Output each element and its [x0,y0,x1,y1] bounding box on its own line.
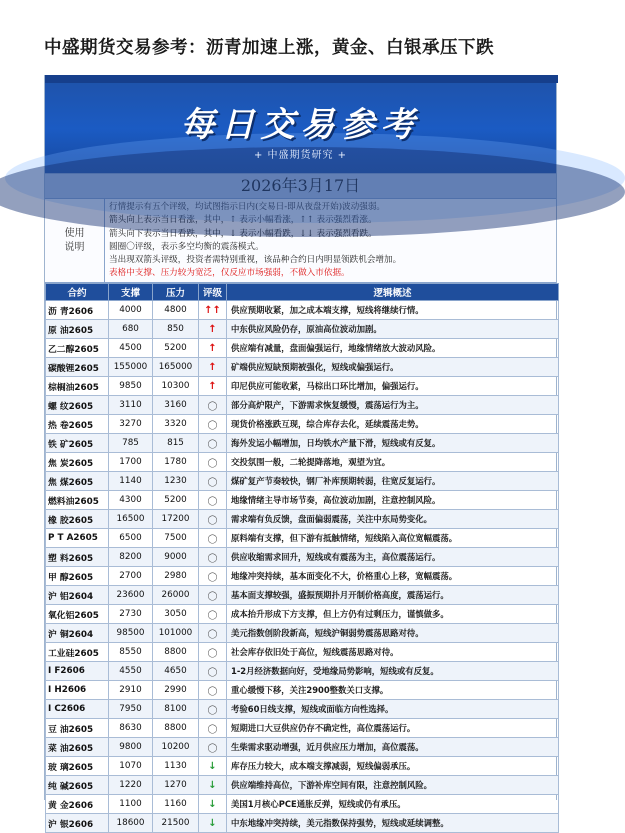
support-cell: 18600 [109,814,153,833]
rating-cell: 〇 [199,396,227,415]
support-cell: 3110 [109,396,153,415]
resistance-cell: 5200 [153,491,199,510]
logic-cell: 社会库存依旧处于高位，短线震荡思路对待。 [227,643,559,662]
contract-cell: 橡 胶2605 [46,510,109,529]
logic-cell: 美国1月核心PCE通胀反弹，短线或仍有承压。 [227,795,559,814]
resistance-cell: 165000 [153,358,199,377]
contract-cell: 甲 醇2605 [46,567,109,586]
resistance-cell: 10300 [153,377,199,396]
contract-cell: 菜 油2605 [46,738,109,757]
table-row [46,757,559,776]
rating-cell: 〇 [199,434,227,453]
resistance-cell: 3160 [153,396,199,415]
resistance-cell: 850 [153,320,199,339]
table-row [46,700,559,719]
support-cell: 1070 [109,757,153,776]
logic-cell: 短期进口大豆供应仍存不确定性，高位震荡运行。 [227,719,559,738]
support-cell: 4300 [109,491,153,510]
resistance-cell: 8100 [153,700,199,719]
resistance-cell: 8800 [153,643,199,662]
rating-cell: 〇 [199,415,227,434]
logic-cell: 供应端维持高位，下游补库空间有限，注意控制风险。 [227,776,559,795]
header-resistance: 压力 [153,284,199,301]
support-cell: 785 [109,434,153,453]
contract-cell: 塑 料2605 [46,548,109,567]
logic-cell: 印尼供应可能收紧，马棕出口环比增加，偏强运行。 [227,377,559,396]
rating-cell: 〇 [199,567,227,586]
report-date: 2026年3月17日 [45,173,556,199]
resistance-cell: 3050 [153,605,199,624]
logic-cell: 中东供应风险仍存，原油高位波动加剧。 [227,320,559,339]
contract-cell: 棕榈油2605 [46,377,109,396]
resistance-cell: 26000 [153,586,199,605]
support-cell: 8550 [109,643,153,662]
rating-cell: ↑↑ [199,301,227,320]
support-cell: 98500 [109,624,153,643]
resistance-cell: 1130 [153,757,199,776]
trading-reference-sheet [44,75,557,830]
rating-cell: ↓ [199,814,227,833]
rating-cell: ↑ [199,358,227,377]
contract-cell: 铁 矿2605 [46,434,109,453]
banner-subtitle: + 中盛期货研究 + [253,150,348,161]
support-cell: 6500 [109,529,153,548]
resistance-cell: 5200 [153,339,199,358]
usage-line: 当出现双箭头评级，投资者需特别重视，该品种合约日内明显领跌机会增加。 [109,255,402,266]
table-row [46,605,559,624]
table-row [46,377,559,396]
resistance-cell: 1230 [153,472,199,491]
table-row [46,415,559,434]
support-cell: 1140 [109,472,153,491]
rating-cell: 〇 [199,738,227,757]
table-row [46,301,559,320]
resistance-cell: 3320 [153,415,199,434]
header-contract: 合约 [46,284,109,301]
usage-line: 行情提示有五个评级，均试图指示日内(交易日-即从夜盘开始)波动强弱。 [109,202,386,212]
contract-cell: 碳酸锂2605 [46,358,109,377]
table-row [46,358,559,377]
table-row [46,795,559,814]
rating-cell: 〇 [199,548,227,567]
table-row [46,567,559,586]
contract-cell: 乙二醇2605 [46,339,109,358]
table-row [46,320,559,339]
contract-cell: I C2606 [46,700,109,719]
logic-cell: 地缘冲突持续，基本面变化不大，价格重心上移，宽幅震荡。 [227,567,559,586]
support-cell: 23600 [109,586,153,605]
table-row [46,491,559,510]
table-row [46,643,559,662]
header-support: 支撑 [109,284,153,301]
logic-cell: 成本抬升形成下方支撑，但上方仍有过剩压力，谨慎做多。 [227,605,559,624]
resistance-cell: 1160 [153,795,199,814]
logic-cell: 需求端有负反馈，盘面偏弱震荡，关注中东局势变化。 [227,510,559,529]
table-row [46,662,559,681]
support-cell: 4000 [109,301,153,320]
contract-cell: P T A2605 [46,529,109,548]
contract-cell: 热 卷2605 [46,415,109,434]
logic-cell: 1-2月经济数据向好，受地缘局势影响，短线或有反复。 [227,662,559,681]
support-cell: 9800 [109,738,153,757]
resistance-cell: 2990 [153,681,199,700]
logic-cell: 美元指数创阶段新高，短线沪铜弱势震荡思路对待。 [227,624,559,643]
contract-cell: 螺 纹2605 [46,396,109,415]
contract-cell: 玻 璃2605 [46,757,109,776]
logic-cell: 库存压力较大，成本端支撑减弱，短线偏弱承压。 [227,757,559,776]
logic-cell: 基本面支撑较强，盛振预期扑月开制价格高度，震荡运行。 [227,586,559,605]
logic-cell: 交投氛围一般，二轮提降落地，观望为宜。 [227,453,559,472]
rating-cell: 〇 [199,719,227,738]
contract-cell: 沥 青2606 [46,301,109,320]
resistance-cell: 1780 [153,453,199,472]
logic-cell: 原料端有支撑，但下游有抵触情绪，短线陷入高位宽幅震荡。 [227,529,559,548]
table-row [46,529,559,548]
logic-cell: 供应收缩需求回升，短线或有震荡为主，高位震荡运行。 [227,548,559,567]
contract-cell: 沪 铝2604 [46,586,109,605]
table-row [46,681,559,700]
support-cell: 4550 [109,662,153,681]
rating-cell: 〇 [199,586,227,605]
table-row [46,453,559,472]
resistance-cell: 10200 [153,738,199,757]
resistance-cell: 1270 [153,776,199,795]
support-cell: 7950 [109,700,153,719]
table-row [46,814,559,833]
contract-cell: 原 油2605 [46,320,109,339]
support-cell: 16500 [109,510,153,529]
rating-cell: 〇 [199,491,227,510]
rating-cell: ↓ [199,795,227,814]
support-cell: 8200 [109,548,153,567]
contract-cell: 氧化铝2605 [46,605,109,624]
table-header-row [46,284,559,301]
resistance-cell: 17200 [153,510,199,529]
banner [45,75,556,173]
table-row [46,548,559,567]
quote-table [45,283,559,833]
resistance-cell: 4650 [153,662,199,681]
rating-cell: 〇 [199,700,227,719]
header-logic: 逻辑概述 [227,284,559,301]
logic-cell: 供应端有减量，盘面偏强运行，地缘情绪放大波动风险。 [227,339,559,358]
usage-line: 圆圈〇评级，表示多空均衡的震荡模式。 [109,241,264,252]
contract-cell: 黄 金2606 [46,795,109,814]
logic-cell: 地缘情绪主导市场节奏，高位波动加剧，注意控制风险。 [227,491,559,510]
contract-cell: 豆 油2605 [46,719,109,738]
table-row [46,396,559,415]
support-cell: 4500 [109,339,153,358]
resistance-cell: 7500 [153,529,199,548]
rating-cell: ↑ [199,320,227,339]
support-cell: 2910 [109,681,153,700]
contract-cell: 沪 银2606 [46,814,109,833]
table-row [46,434,559,453]
logic-cell: 生柴需求驱动增强，近月供应压力增加，高位震荡。 [227,738,559,757]
support-cell: 9850 [109,377,153,396]
contract-cell: 燃料油2605 [46,491,109,510]
table-row [46,738,559,757]
logic-cell: 重心缓慢下移，关注2900整数关口支撑。 [227,681,559,700]
logic-cell: 供应预期收紧，加之成本端支撑，短线将继续行情。 [227,301,559,320]
support-cell: 680 [109,320,153,339]
rating-cell: 〇 [199,605,227,624]
banner-title: 每日交易参考 [180,105,421,145]
resistance-cell: 101000 [153,624,199,643]
support-cell: 8630 [109,719,153,738]
support-cell: 1100 [109,795,153,814]
usage-line: 箭头向上表示当日看涨，其中，↑ 表示小幅看涨，↑↑ 表示强烈看涨。 [109,215,377,226]
logic-cell: 部分高炉限产，下游需求恢复缓慢，震荡运行为主。 [227,396,559,415]
rating-cell: 〇 [199,662,227,681]
table-body [46,301,559,833]
table-row [46,719,559,738]
contract-cell: I H2606 [46,681,109,700]
logic-cell: 煤矿复产节奏较快，钢厂补库预期转弱，往宽反复运行。 [227,472,559,491]
contract-cell: I F2606 [46,662,109,681]
usage-label-line2: 说明 [64,241,85,253]
rating-cell: 〇 [199,624,227,643]
contract-cell: 工业硅2605 [46,643,109,662]
rating-cell: 〇 [199,529,227,548]
rating-cell: 〇 [199,453,227,472]
header-rating: 评级 [199,284,227,301]
contract-cell: 沪 铜2604 [46,624,109,643]
logic-cell: 海外发运小幅增加，日均铁水产量下滑，短线或有反复。 [227,434,559,453]
resistance-cell: 4800 [153,301,199,320]
rating-cell: 〇 [199,510,227,529]
table-row [46,510,559,529]
banner-stripe [45,75,558,83]
table-row [46,624,559,643]
rating-cell: 〇 [199,643,227,662]
article-headline: 中盛期货交易参考：沥青加速上涨，黄金、白银承压下跌 [44,38,494,58]
resistance-cell: 2980 [153,567,199,586]
support-cell: 2700 [109,567,153,586]
table-row [46,776,559,795]
logic-cell: 现货价格涨跌互现，综合库存去化，延续震荡走势。 [227,415,559,434]
support-cell: 3270 [109,415,153,434]
usage-line: 箭头向下表示当日看跌，其中，↓ 表示小幅看跌，↓↓ 表示强烈看跌。 [109,228,377,239]
rating-cell: ↓ [199,757,227,776]
contract-cell: 焦 炭2605 [46,453,109,472]
logic-cell: 考验60日线支撑，短线或面临方向性选择。 [227,700,559,719]
support-cell: 2730 [109,605,153,624]
rating-cell: ↓ [199,776,227,795]
rating-cell: 〇 [199,472,227,491]
logic-cell: 中东地缘冲突持续，美元指数保持强势，短线或延续调整。 [227,814,559,833]
table-row [46,586,559,605]
support-cell: 1700 [109,453,153,472]
contract-cell: 焦 煤2605 [46,472,109,491]
support-cell: 155000 [109,358,153,377]
rating-cell: ↑ [199,377,227,396]
resistance-cell: 8800 [153,719,199,738]
resistance-cell: 9000 [153,548,199,567]
table-row [46,339,559,358]
rating-cell: 〇 [199,681,227,700]
usage-label-line1: 使用 [64,227,85,239]
resistance-cell: 21500 [153,814,199,833]
rating-cell: ↑ [199,339,227,358]
resistance-cell: 815 [153,434,199,453]
usage-line: 表格中支撑、压力较为宽泛，仅反应市场强弱，不做入市依据。 [109,268,350,279]
logic-cell: 矿端供应短缺预期被强化，短线或偏强运行。 [227,358,559,377]
table-row [46,472,559,491]
support-cell: 1220 [109,776,153,795]
contract-cell: 纯 碱2605 [46,776,109,795]
